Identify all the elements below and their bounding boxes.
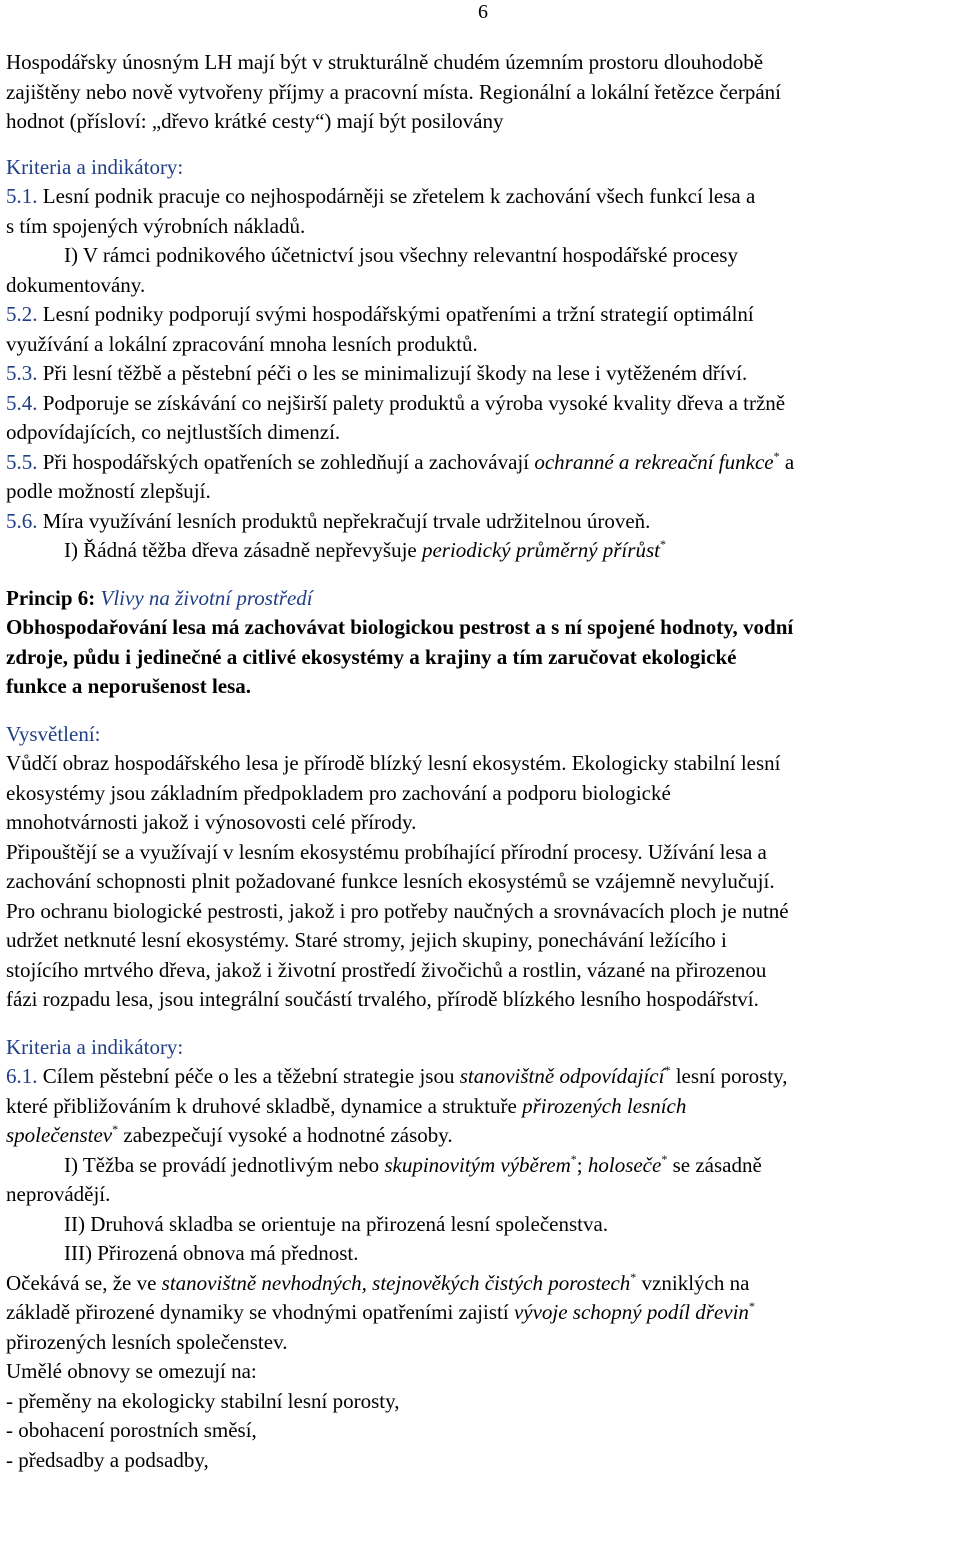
criterion-text: Podporuje se získávání co nejširší palety produktů a výroba vysoké kvality dřeva a tržně [37,390,786,415]
spacer [6,566,954,584]
principle-label: Princip 6: [6,585,101,610]
criterion-text: Při lesní těžbě a pěstební péči o les se minimalizují škody na lese i vytěženém dříví. [37,361,748,385]
criterion-5-6 [6,507,954,537]
criterion-number: 5.1. [6,184,38,208]
criterion-number: 5.4. [6,390,38,415]
indicator-line: II) Druhová skladba se orientuje na přirozená lesní společenstva. [64,1211,609,1236]
glossary-term: společenstev [6,1123,113,1147]
indicator-text: I) Těžba se provádí jednotlivým nebo [64,1152,385,1177]
spacer [6,1015,954,1033]
list-item: - přeměny na ekologicky stabilní lesní porosty, [6,1388,400,1413]
criterion-text: Lesní podnik pracuje co nejhospodárněji se zřetelem k zachování všech funkcí lesa a [37,184,756,208]
artificial-renewal-heading: Umělé obnovy se omezují na: [6,1359,257,1383]
explanation-line: Připouštějí se a využívají v lesním ekosystému probíhající přírodní procesy. Užívání lesa a [6,839,767,864]
criterion-text-line: využívání a lokální zpracování mnoha lesních produktů. [6,331,478,356]
criterion-text: Cílem pěstební péče o les a těžební strategie jsou [37,1064,460,1088]
explanation-line: udržet netknuté lesní ekosystémy. Staré stromy, jejich skupiny, ponechávání ležícího i [6,928,727,952]
principle-statement: zdroje, půdu i jedinečné a citlivé ekosystémy a krajiny a tím zaručovat ekologické [6,644,737,669]
footnote-star: * [570,1151,577,1166]
criterion-5-2 [6,300,954,330]
explanation-heading: Vysvětlení: [6,721,101,746]
criterion-text: které přibližováním k druhové skladbě, dynamice a struktuře [6,1093,523,1118]
spacer [6,702,954,720]
expectation-text: vzniklých na [636,1270,750,1295]
footnote-star: * [773,448,780,463]
criterion-text: lesní porosty, [670,1064,788,1088]
indicator-line: I) V rámci podnikového účetnictví jsou všechny relevantní hospodářské procesy [64,243,738,267]
intro-line: Hospodářsky únosným LH mají být v strukturálně chudém územním prostoru dlouhodobě [6,50,764,74]
criteria-heading: Kriteria a indikátory: [6,1034,184,1059]
spacer [6,137,954,153]
expectation-line: přirozených lesních společenstev. [6,1329,288,1354]
glossary-term: stanovištně nevhodných, stejnověkých čistých porostech [161,1270,631,1295]
criterion-text-line: podle možností zlepšují. [6,479,211,503]
expectation-text: Očekává se, že ve [6,1270,162,1295]
list-item: - předsadby a podsadby, [6,1447,209,1472]
criterion-number: 6.1. [6,1064,38,1088]
document-page [6,48,954,1475]
criterion-text-line [6,1121,954,1151]
criterion-text-line [6,1092,954,1122]
glossary-term: ochranné a rekreační funkce [534,449,774,474]
criterion-number: 5.2. [6,302,38,326]
principle-statement: funkce a neporušenost lesa. [6,674,252,698]
glossary-term: stanovištně odpovídající [459,1064,665,1088]
glossary-term: vývoje schopný podíl dřevin [513,1300,749,1324]
footnote-star: * [664,1063,671,1077]
principle-statement: Obhospodařování lesa má zachovávat biologickou pestrost a s ní spojené hodnoty, vodní [6,615,794,639]
explanation-line: mnohotvárnosti jakož i výnosovosti celé přírody. [6,810,417,834]
criterion-text-line: odpovídajících, co nejtlustších dimenzí. [6,420,341,444]
expectation-line [6,1298,954,1328]
criterion-5-3 [6,359,954,389]
criteria-heading: Kriteria a indikátory: [6,154,184,179]
explanation-line: Vůdčí obraz hospodářského lesa je přírodě blízký lesní ekosystém. Ekologicky stabilní lesní [6,751,781,775]
criterion-number: 5.3. [6,361,38,385]
principle-heading [6,584,954,614]
glossary-term: periodický průměrný přírůst [421,538,660,562]
list-item: - obohacení porostních směsí, [6,1418,257,1442]
explanation-line: Pro ochranu biologické pestrosti, jakož i pro potřeby naučných a srovnávacích ploch je nutné [6,898,789,923]
footnote-star: * [661,1151,668,1166]
indicator-line [6,1151,954,1181]
explanation-line: zachování schopnosti plnit požadované funkce lesních ekosystémů se vzájemně nevylučují. [6,869,775,893]
criterion-number: 5.5. [6,449,38,474]
principle-title: Vlivy na životní prostředí [100,585,313,610]
intro-line: zajištěny nebo nově vytvořeny příjmy a pracovní místa. Regionální a lokální řetězce čerpání [6,79,781,104]
criterion-text: a [779,449,795,474]
glossary-term: skupinovitým výběrem [384,1152,571,1177]
criterion-text: Lesní podniky podporují svými hospodářskými opatřeními a tržní strategií optimální [37,302,754,326]
footnote-star: * [630,1269,637,1284]
footnote-star: * [659,537,666,551]
page-number: 6 [478,1,488,23]
criterion-text: zabezpečují vysoké a hodnotné zásoby. [118,1123,453,1147]
criterion-text-line: s tím spojených výrobních nákladů. [6,213,306,238]
footnote-star: * [112,1122,119,1136]
indicator-text: se zásadně [667,1152,762,1177]
explanation-line: ekosystémy jsou základním předpokladem pro zachování a podporu biologické [6,780,671,805]
explanation-line: stojícího mrtvého dřeva, jakož i životní prostředí živočichů a rostlin, vázané na přirozenou [6,957,767,982]
criterion-5-4 [6,389,954,419]
indicator-line [6,536,954,566]
indicator-line: dokumentovány. [6,272,146,297]
criterion-text: Míra využívání lesních produktů nepřekračují trvale udržitelnou úroveň. [37,508,651,533]
criterion-text: Při hospodářských opatřeních se zohledňují a zachovávají [37,449,535,474]
expectation-text: základě přirozené dynamiky se vhodnými opatřeními zajistí [6,1300,514,1324]
criterion-number: 5.6. [6,508,38,533]
footnote-star: * [748,1299,755,1313]
intro-line: hodnot (přísloví: „dřevo krátké cesty“) mají být posilovány [6,109,504,133]
glossary-term: holoseče [587,1152,662,1177]
criterion-5-5 [6,448,954,478]
criterion-5-1 [6,182,954,212]
expectation-line [6,1269,954,1299]
criterion-6-1 [6,1062,954,1092]
explanation-line: fázi rozpadu lesa, jsou integrální součástí trvalého, přírodě blízkého lesního hospodářství. [6,987,759,1011]
indicator-line: neprovádějí. [6,1182,111,1206]
indicator-line: III) Přirozená obnova má přednost. [64,1241,359,1265]
indicator-text: I) Řádná těžba dřeva zásadně nepřevyšuje [64,538,422,562]
indicator-text: ; [576,1152,588,1177]
glossary-term: přirozených lesních [522,1093,687,1118]
